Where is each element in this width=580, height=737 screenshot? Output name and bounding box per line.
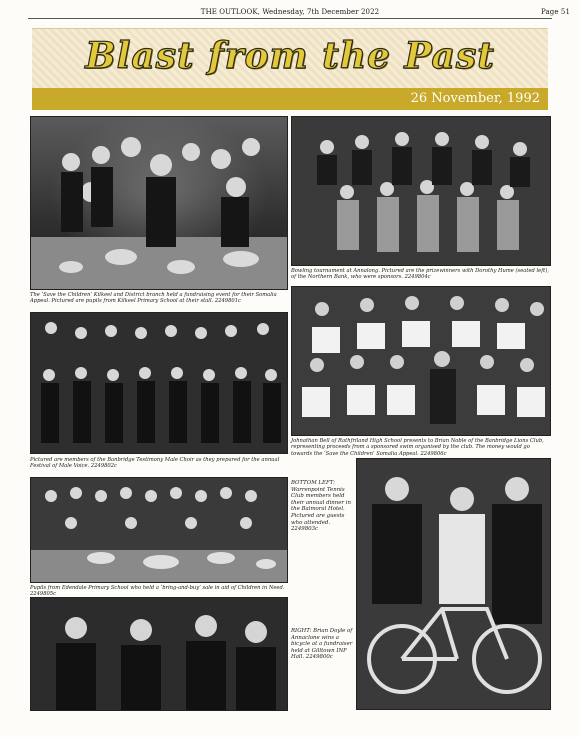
photo-bowling: [291, 116, 551, 266]
publication-line: THE OUTLOOK, Wednesday, 7th December 2022: [200, 8, 380, 16]
issue-date: 26 November, 1992: [410, 91, 540, 106]
caption-bicycle: RIGHT: Brian Doyle of Annaclone wins a bicycle at a fundraiser held at Gilltown INF Hall. 2249800c: [291, 628, 353, 661]
photo-somalia-stall: [30, 116, 288, 290]
caption-somalia-stall: The ‘Save the Children’ Kilkeel and District branch held a fundraising event for their Somalia Appeal. Pictured are pupils from Kilkeel Primary School at their stall. 2249801c: [30, 292, 277, 305]
photo-male-voice-choir: [30, 312, 288, 454]
photo-tennis-club: [30, 597, 288, 711]
caption-bring-and-buy: Pupils from Edendale Primary School who held a ‘bring-and-buy’ sale in aid of Children in Need. 2249805c: [30, 585, 285, 598]
caption-bowling: Bowling tournament at Annalong. Pictured are the prizewinners with Dorothy Hume (seated left), of the Northern Bank, who were sponsors. 2249804c: [291, 268, 549, 281]
photo-bicycle: [356, 458, 551, 710]
caption-lions-club: Johnathan Bell of Rathfriland High School presents to Brian Noble of the Banbridge Lions Club, representing proceeds from a sponsored swim organised by the club. The money would go towards the ‘Save the Children’ Somalia Appeal. 2249806c: [291, 438, 544, 457]
title-banner: [32, 28, 548, 89]
photo-bring-and-buy: [30, 477, 288, 583]
caption-tennis-club: BOTTOM LEFT: Warrenpoint Tennis Club members held their annual dinner in the Balmoral Hotel. Pictured are guests who attended. 2249803c: [291, 480, 351, 533]
header-divider: [28, 18, 552, 19]
caption-male-voice-choir: Pictured are members of the Banbridge Testimony Male Choir as they prepared for the annual Festival of Male Voice. 2249802c: [30, 457, 280, 470]
banner-title: Blast from the Past: [85, 35, 495, 77]
date-bar: [32, 88, 548, 110]
photo-lions-club: [291, 286, 551, 436]
page-number: Page 51: [540, 8, 570, 16]
